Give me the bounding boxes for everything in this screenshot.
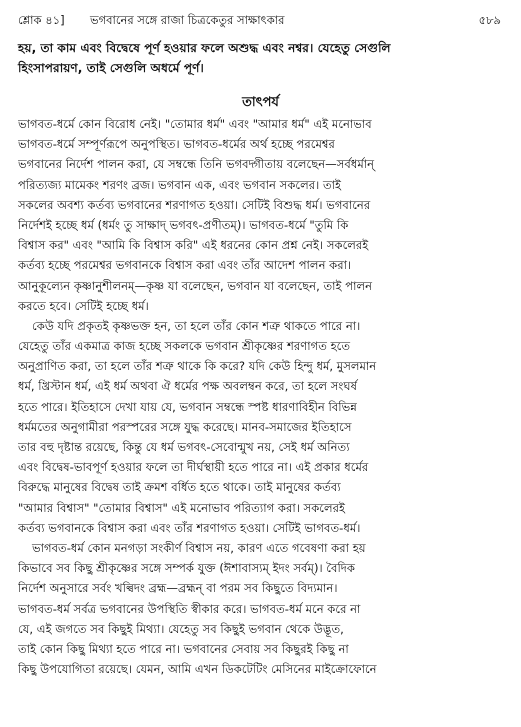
body-line: ভাগবত-ধর্ম সর্বত্র ভগবানের উপস্থিতি স্বীকার করে। ভাগবত-ধর্ম মনে করে না bbox=[18, 601, 361, 616]
body-line: পরিত্যজ্য মামেকং শরণং ব্রজ। ভগবান এক, এবং ভগবান সকলের। তাই bbox=[18, 177, 342, 192]
body-line: ভাগবত-ধর্ম কোন মনগড়া সংকীর্ণ বিশ্বাস নয়, কারণ এতে গবেষণা করা হয় bbox=[32, 540, 366, 555]
body-line: করতে হবে। সেটিই হচ্ছে ধর্ম। bbox=[18, 298, 149, 313]
body-line: কিভাবে সব কিছু শ্রীকৃষ্ণের সঙ্গে সম্পর্ক যুক্ত (ঈশাবাস্যম্ ইদং সর্বম্)। বৈদিক bbox=[18, 561, 355, 576]
body-line: নির্দেশই হচ্ছে ধর্ম (ধর্মং তু সাক্ষাদ্ ভগবৎ-প্রণীতম্)। ভাগবত-ধর্মে "তুমি কি bbox=[18, 217, 349, 232]
body-line: কিছু উপযোগিতা রয়েছে। যেমন, আমি এখন ডিকটেটিং মেসিনের মাইক্রোফোনে bbox=[18, 662, 377, 677]
section-heading: তাৎপর্য bbox=[242, 95, 279, 110]
body-line: নির্দেশ অনুসারে সর্বং খল্বিদং ব্রহ্ম—ব্রহ্মন্ বা পরম সব কিছুতে বিদ্যমান। bbox=[18, 581, 338, 596]
body-line: আনুকূল্যেন কৃষ্ণানুশীলনম্—কৃষ্ণ যা বলেছেন, ভগবান যা বলেছেন, তাই পালন bbox=[18, 278, 373, 293]
body-line: যে, এই জগতে সব কিছুই মিথ্যা। যেহেতু সব কিছুই ভগবান থেকে উদ্ভূত, bbox=[18, 621, 344, 636]
verse-reference: শ্লোক ৪১] bbox=[18, 13, 65, 27]
body-line: এবং বিদ্বেষ-ভাবপূর্ণ হওয়ার ফলে তা দীর্ঘস্থায়ী হতে পারে না। এই প্রকার ধর্মের bbox=[18, 460, 369, 475]
body-line: ধর্ম, খ্রিস্টান ধর্ম, এই ধর্ম অথবা ঐ ধর্মের পক্ষ অবলম্বন করে, তা হলে সংঘর্ষ bbox=[18, 379, 357, 394]
body-line: বিরুদ্ধে মানুষের বিদ্বেষ তাই ক্রমশ বর্ধিত হতে থাকে। তাই মানুষের কর্তব্য bbox=[18, 480, 341, 495]
body-line: বিশ্বাস কর" এবং "আমি কি বিশ্বাস করি" এই ধরনের কোন প্রশ্ন নেই। সকলেরই bbox=[18, 238, 369, 253]
body-line: হতে পারে। ইতিহাসে দেখা যায় যে, ভগবান সম্বন্ধে স্পষ্ট ধারণাবিহীন বিভিন্ন bbox=[18, 399, 357, 414]
body-line: ভাগবত-ধর্মে সম্পূর্ণরূপে অনুপস্থিত। ভাগবত-ধর্মের অর্থ হচ্ছে পরমেশ্বর bbox=[18, 137, 335, 152]
body-line: কেউ যদি প্রকৃতই কৃষ্ণভক্ত হন, তা হলে তাঁর কোন শত্রু থাকতে পারে না। bbox=[32, 318, 361, 333]
page-number: ৫৮৯ bbox=[478, 13, 501, 27]
body-line: অনুপ্রাণিত করা, তা হলে তাঁর শত্রু থাকে কি করে? যদি কেউ হিন্দু ধর্ম, মুসলমান bbox=[18, 359, 377, 374]
body-line: সকলের অবশ্য কর্তব্য ভগবানের শরণাগত হওয়া। সেটিই বিশুদ্ধ ধর্ম। ভগবানের bbox=[18, 197, 371, 212]
body-line: যেহেতু তাঁর একমাত্র কাজ হচ্ছে সকলকে ভগবান শ্রীকৃষ্ণের শরণাগত হতে bbox=[18, 339, 351, 354]
body-line: তার বহু দৃষ্টান্ত রয়েছে, কিন্তু যে ধর্ম ভগবৎ-সেবোন্মুখ নয়, সেই ধর্ম অনিত্য bbox=[18, 440, 350, 454]
body-line: ধর্মমতের অনুগামীরা পরস্পরের সঙ্গে যুদ্ধ করেছে। মানব-সমাজের ইতিহাসে bbox=[18, 419, 352, 434]
body-line: "আমার বিশ্বাস" "তোমার বিশ্বাস" এই মনোভাব পরিত্যাগ করা। সকলেরই bbox=[18, 500, 346, 515]
purport-body bbox=[18, 114, 501, 679]
verse-line: হয়, তা কাম এবং বিদ্বেষে পূর্ণ হওয়ার ফলে অশুদ্ধ এবং নশ্বর। যেহেতু সেগুলি bbox=[18, 41, 391, 55]
verse-translation bbox=[18, 38, 501, 78]
body-line: ভগবানের নির্দেশ পালন করা, যে সম্বন্ধে তিনি ভগবদ্গীতায় বলেছেন—সর্বধর্মান্ bbox=[18, 157, 375, 172]
page-header bbox=[18, 12, 501, 28]
body-line: তাই কোন কিছু মিথ্যা হতে পারে না। ভগবানের সেবায় সব কিছুরই কিছু না bbox=[18, 641, 349, 656]
body-line: কর্তব্য ভগবানকে বিশ্বাস করা এবং তাঁর শরণাগত হওয়া। সেটিই ভাগবত-ধর্ম। bbox=[18, 520, 361, 535]
verse-line: হিংসাপরায়ণ, তাই সেগুলি অধর্মে পূর্ণ। bbox=[18, 61, 204, 75]
running-title: ভগবানের সঙ্গে রাজা চিত্রকেতুর সাক্ষাৎকার bbox=[90, 13, 285, 27]
body-line: কর্তব্য হচ্ছে পরমেশ্বর ভগবানকে বিশ্বাস করা এবং তাঁর আদেশ পালন করা। bbox=[18, 258, 352, 273]
body-line: ভাগবত-ধর্মে কোন বিরোধ নেই। "তোমার ধর্ম" এবং "আমার ধর্ম" এই মনোভাব bbox=[18, 117, 372, 131]
